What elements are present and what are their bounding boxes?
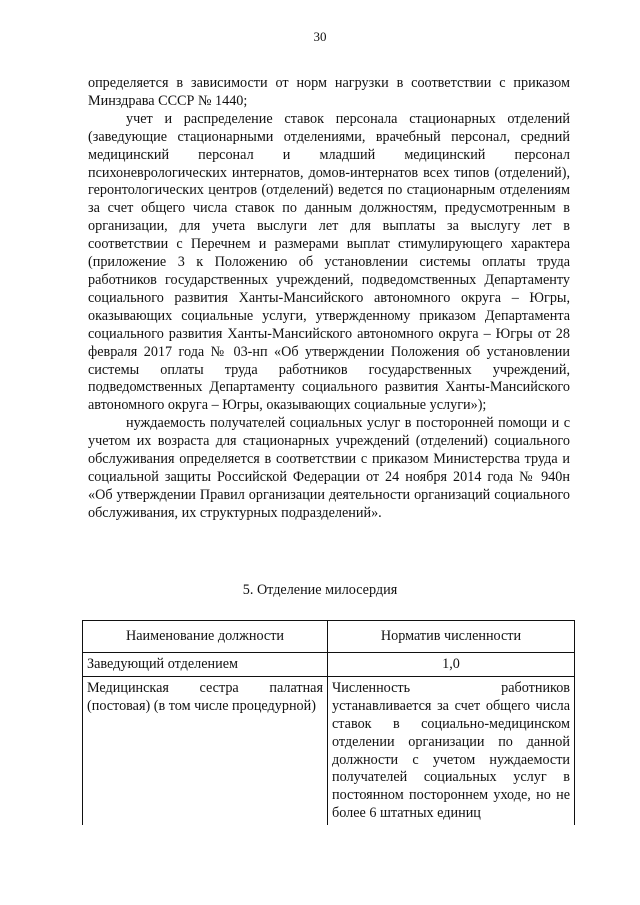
table-row	[83, 676, 575, 825]
paragraph-need-for-assistance: нуждаемость получателей социальных услуг в посторонней помощи и с учетом их возраста для стационарных учреждений (отделений) социального обслуживания определяется в соответствии с приказом Министерства труда и социальной защиты Российской Федерации от 24 ноября 2014 года № 940н «Об утверждении Правил организации деятельности организаций социального обслуживания, их структурных подразделений».	[88, 415, 570, 521]
staffing-table	[82, 620, 575, 825]
cell-position: Медицинская сестра палатная (постовая) (в том числе процедурной)	[83, 676, 328, 825]
paragraph-staff-rates: учет и распределение ставок персонала стационарных отделений (заведующие стационарными отделениями, врачебный персонал, средний медицинский персонал и младший медицинский персонал психоневрологических интернатов, домов-интернатов всех типов (отделений), геронтологических центров (отделений) ведется по стационарным отделениям за счет общего числа ставок по данным должностям, предусмотренным в организации, для учета выслуги лет для выплаты за выслугу лет в соответствии с Перечнем и размерами выплат стимулирующего характера (приложение 3 к Положению об установлении системы оплаты труда работников государственных учреждений, подведомственных Департаменту социального развития Ханты-Мансийского автономного округа – Югры, оказывающих социальные услуги, утвержденному приказом Департамента социального развития Ханты-Мансийского автономного округа – Югры от 28 февраля 2017 года № 03-нп «Об утверждении Положения об установлении системы оплаты труда работников государственных учреждений, подведомственных Департаменту социального развития Ханты-Мансийского автономного округа – Югры, оказывающих социальные услуги»);	[88, 110, 570, 414]
section-title: 5. Отделение милосердия	[242, 582, 398, 598]
cell-norm: 1,0	[328, 653, 575, 677]
cell-position: Заведующий отделением	[83, 653, 328, 677]
paragraph-norms-1440: определяется в зависимости от норм нагрузки в соответствии с приказом Минздрава СССР № 1440;	[88, 75, 570, 109]
body-text	[88, 75, 570, 523]
cell-norm: Численность работников устанавливается за счет общего числа ставок в социально-медицинском отделении организации по данной должности с учетом нуждаемости получателей социальных услуг в постоянном постороннем уходе, но не более 6 штатных единиц	[328, 676, 575, 825]
header-position: Наименование должности	[83, 621, 328, 653]
page-number: 30	[313, 29, 327, 44]
table-row	[83, 653, 575, 677]
table-header-row	[83, 621, 575, 653]
header-norm: Норматив численности	[328, 621, 575, 653]
